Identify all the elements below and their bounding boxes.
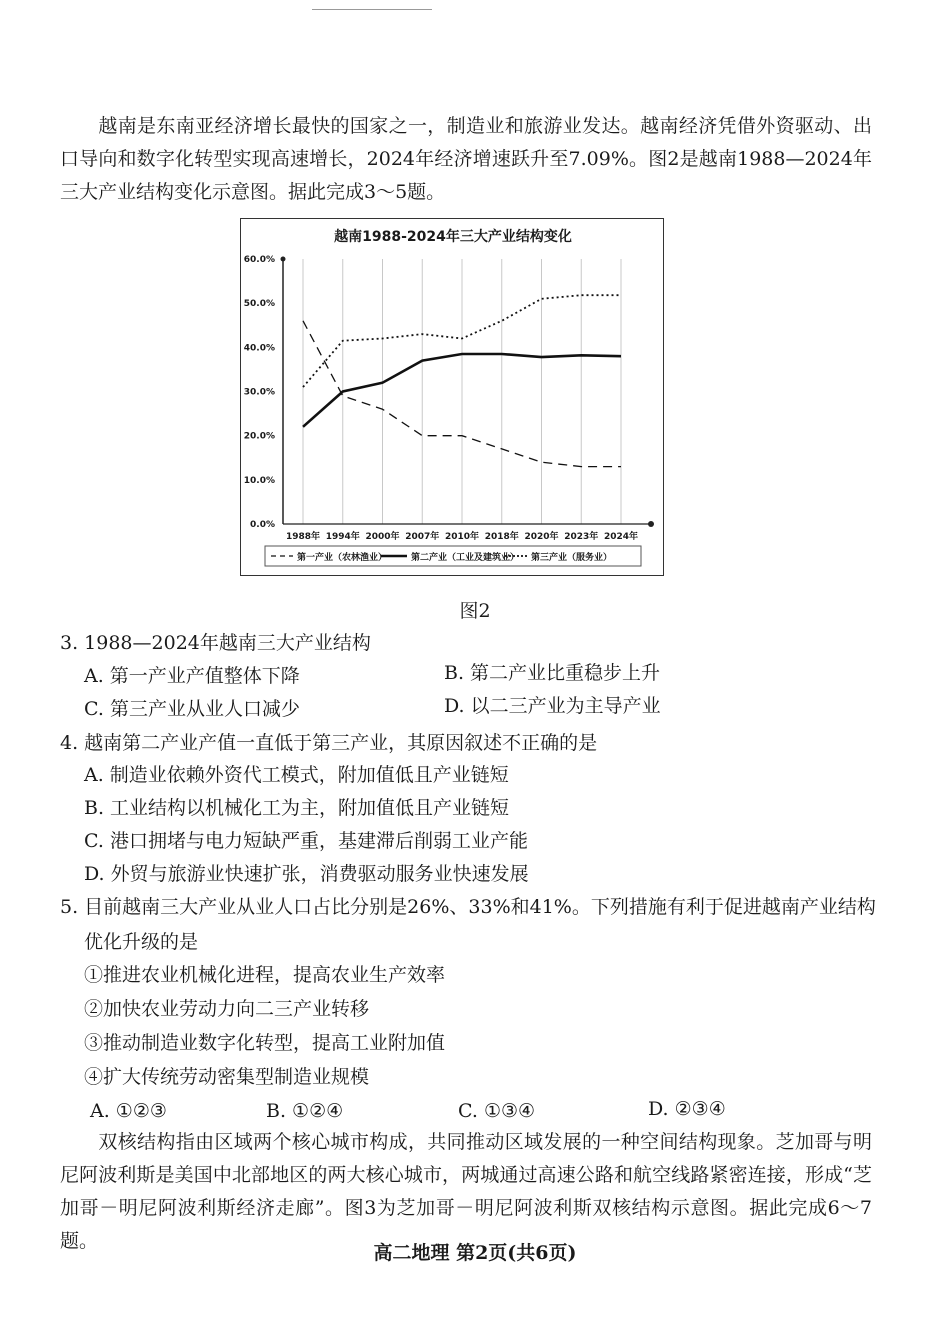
legend-label-2: 第二产业（工业及建筑业） xyxy=(411,553,520,563)
y-tick-label: 30.0% xyxy=(243,387,275,398)
question-4-stem: 4. 越南第二产业产值一直低于第三产业，其原因叙述不正确的是 xyxy=(60,732,598,754)
question-5-stem-line2: 优化升级的是 xyxy=(84,931,199,953)
intro-text: 越南是东南亚经济增长最快的国家之一，制造业和旅游业发达。越南经济凭借外资驱动、出口导向和数字化转型实现高速增长，2024年经济增速跃升至7.09%。图2是越南1988—2024年三大产业结构变化示意图。据此完成3～5题。 xyxy=(60,115,872,203)
y-tick-label: 60.0% xyxy=(243,255,275,265)
question-3-option-a: A. 第一产业产值整体下降 xyxy=(84,665,300,687)
question-5-item-3: ③推动制造业数字化转型，提高工业附加值 xyxy=(84,1032,446,1054)
question-5-option-d: D. ②③④ xyxy=(648,1098,726,1120)
question-4-option-b: B. 工业结构以机械化工为主，附加值低且产业链短 xyxy=(84,797,510,819)
question-4-option-d: D. 外贸与旅游业快速扩张，消费驱动服务业快速发展 xyxy=(84,863,529,885)
legend-label-3: 第三产业（服务业） xyxy=(531,553,613,563)
x-tick-label: 2024年 xyxy=(603,532,639,542)
x-tick-label: 2023年 xyxy=(564,532,599,542)
question-4-option-a: A. 制造业依赖外资代工模式，附加值低且产业链短 xyxy=(84,764,509,786)
y-tick-label: 10.0% xyxy=(243,475,275,486)
axis-end-dot xyxy=(648,521,654,527)
question-4-option-c: C. 港口拥堵与电力短缺严重，基建滞后削弱工业产能 xyxy=(84,830,528,852)
axis-end-dot xyxy=(281,257,286,262)
y-tick-label: 40.0% xyxy=(243,343,275,354)
page-top-line xyxy=(312,9,432,10)
x-tick-label: 2018年 xyxy=(484,532,519,542)
intro-paragraph xyxy=(60,110,872,209)
question-3-stem: 3. 1988—2024年越南三大产业结构 xyxy=(60,632,371,654)
question-5-option-c: C. ①③④ xyxy=(458,1100,536,1122)
x-tick-label: 2007年 xyxy=(405,532,440,542)
page-footer: 高二地理 第2页(共6页) xyxy=(373,1242,577,1264)
question-5-option-a: A. ①②③ xyxy=(90,1100,167,1122)
question-3-option-d: D. 以二三产业为主导产业 xyxy=(444,695,661,717)
question-3-option-c: C. 第三产业从业人口减少 xyxy=(84,698,300,720)
legend-label-1: 第一产业（农林渔业） xyxy=(297,553,388,563)
question-5-item-4: ④扩大传统劳动密集型制造业规模 xyxy=(84,1066,370,1088)
question-3-option-b: B. 第二产业比重稳步上升 xyxy=(444,662,661,684)
y-tick-label: 20.0% xyxy=(243,431,275,442)
y-tick-label: 0.0% xyxy=(250,520,275,530)
x-tick-label: 2010年 xyxy=(444,532,480,542)
question-5-item-1: ①推进农业机械化进程，提高农业生产效率 xyxy=(84,964,446,986)
figure-caption: 图2 xyxy=(459,600,491,622)
passage-2-text: 双核结构指由区域两个核心城市构成，共同推动区域发展的一种空间结构现象。芝加哥与明尼阿波利斯是美国中北部地区的两大核心城市，两城通过高速公路和航空线路紧密连接，形成“芝加哥－明尼阿波利斯经济走廊”。图3为芝加哥－明尼阿波利斯双核结构示意图。据此完成6～7题。 xyxy=(60,1131,872,1252)
industry-structure-chart xyxy=(241,219,665,577)
x-tick-label: 2020年 xyxy=(524,532,559,542)
x-tick-label: 2000年 xyxy=(365,532,400,542)
question-5-item-2: ②加快农业劳动力向二三产业转移 xyxy=(84,998,370,1020)
x-tick-label: 1988年 xyxy=(285,532,321,542)
x-tick-label: 1994年 xyxy=(325,532,360,542)
chart-figure-2 xyxy=(240,218,664,576)
question-5-option-b: B. ①②④ xyxy=(266,1100,344,1122)
question-5-stem-line1: 5. 目前越南三大产业从业人口占比分别是26%、33%和41%。下列措施有利于促进越南产业结构 xyxy=(60,896,876,918)
chart-title: 越南1988-2024年三大产业结构变化 xyxy=(334,229,572,245)
y-tick-label: 50.0% xyxy=(243,299,275,310)
